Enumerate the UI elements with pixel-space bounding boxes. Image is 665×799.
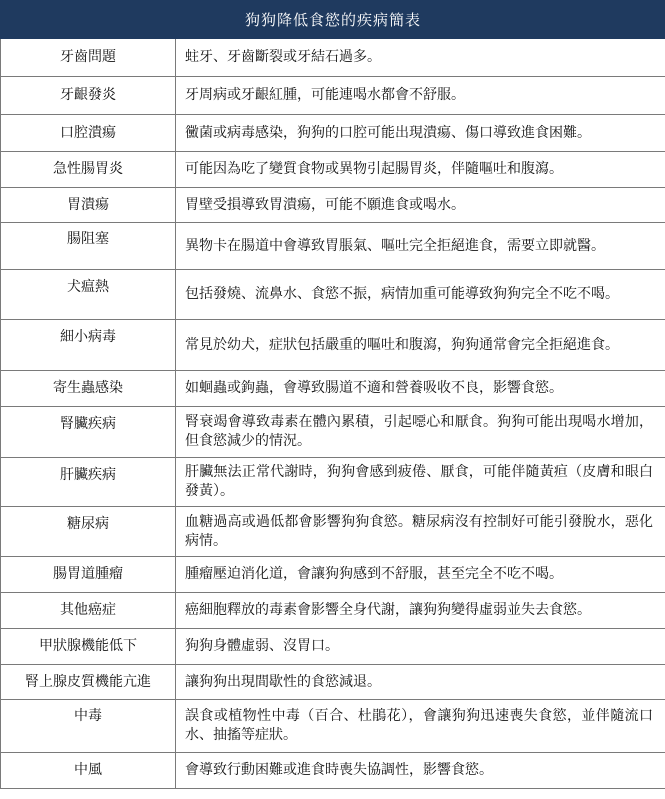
table-row (1, 270, 665, 320)
disease-description: 會導致行動困難或進食時喪失協調性，影響食慾。 (176, 753, 665, 789)
table-row (1, 557, 665, 593)
disease-name: 胃潰瘍 (1, 188, 176, 223)
disease-name: 中毒 (1, 700, 176, 753)
disease-name: 寄生蟲感染 (1, 371, 176, 407)
table-row (1, 320, 665, 371)
disease-name: 牙齦發炎 (1, 77, 176, 115)
table-row (1, 458, 665, 507)
disease-description: 血糖過高或過低都會影響狗狗食慾。糖尿病沒有控制好可能引發脫水，惡化病情。 (176, 507, 665, 557)
table-row (1, 39, 665, 77)
disease-description: 牙周病或牙齦紅腫，可能連喝水都會不舒服。 (176, 77, 665, 115)
disease-name: 牙齒問題 (1, 39, 176, 77)
table-row (1, 77, 665, 115)
disease-description: 讓狗狗出現間歇性的食慾減退。 (176, 665, 665, 700)
table-row (1, 507, 665, 557)
disease-description: 癌細胞釋放的毒素會影響全身代謝，讓狗狗變得虛弱並失去食慾。 (176, 593, 665, 629)
disease-name: 肝臟疾病 (1, 458, 176, 507)
table-row (1, 223, 665, 270)
disease-description: 蛀牙、牙齒斷裂或牙結石過多。 (176, 39, 665, 77)
disease-description: 常見於幼犬，症狀包括嚴重的嘔吐和腹瀉，狗狗通常會完全拒絕進食。 (176, 320, 665, 371)
table-row (1, 115, 665, 152)
disease-description: 異物卡在腸道中會導致胃脹氣、嘔吐完全拒絕進食，需要立即就醫。 (176, 223, 665, 270)
table-row (1, 407, 665, 458)
disease-description: 黴菌或病毒感染，狗狗的口腔可能出現潰瘍、傷口導致進食困難。 (176, 115, 665, 152)
disease-description: 如蛔蟲或鉤蟲，會導致腸道不適和營養吸收不良，影響食慾。 (176, 371, 665, 407)
disease-name: 甲狀腺機能低下 (1, 629, 176, 665)
disease-description: 狗狗身體虛弱、沒胃口。 (176, 629, 665, 665)
disease-name: 腸胃道腫瘤 (1, 557, 176, 593)
disease-name: 中風 (1, 753, 176, 789)
table-row (1, 371, 665, 407)
disease-description: 可能因為吃了變質食物或異物引起腸胃炎，伴隨嘔吐和腹瀉。 (176, 152, 665, 188)
table-row (1, 188, 665, 223)
disease-description: 包括發燒、流鼻水、食慾不振，病情加重可能導致狗狗完全不吃不喝。 (176, 270, 665, 320)
table-title: 狗狗降低食慾的疾病簡表 (1, 1, 665, 39)
disease-name: 急性腸胃炎 (1, 152, 176, 188)
table-row (1, 665, 665, 700)
disease-name: 其他癌症 (1, 593, 176, 629)
table-row (1, 700, 665, 753)
disease-name: 糖尿病 (1, 507, 176, 557)
disease-name: 腎上腺皮質機能亢進 (1, 665, 176, 700)
disease-name: 細小病毒 (1, 320, 176, 371)
disease-description: 胃壁受損導致胃潰瘍，可能不願進食或喝水。 (176, 188, 665, 223)
disease-description: 肝臟無法正常代謝時，狗狗會感到疲倦、厭食，可能伴隨黃疸（皮膚和眼白發黃）。 (176, 458, 665, 507)
table-header-row (1, 1, 665, 39)
table-row (1, 753, 665, 789)
table-row (1, 629, 665, 665)
disease-name: 腎臟疾病 (1, 407, 176, 458)
disease-name: 口腔潰瘍 (1, 115, 176, 152)
disease-description: 腎衰竭會導致毒素在體內累積，引起噁心和厭食。狗狗可能出現喝水增加，但食慾減少的情況。 (176, 407, 665, 458)
table-row (1, 593, 665, 629)
disease-name: 腸阻塞 (1, 223, 176, 270)
disease-description: 腫瘤壓迫消化道，會讓狗狗感到不舒服，甚至完全不吃不喝。 (176, 557, 665, 593)
disease-name: 犬瘟熱 (1, 270, 176, 320)
table-row (1, 152, 665, 188)
disease-description: 誤食或植物性中毒（百合、杜鵑花），會讓狗狗迅速喪失食慾，並伴隨流口水、抽搐等症狀。 (176, 700, 665, 753)
